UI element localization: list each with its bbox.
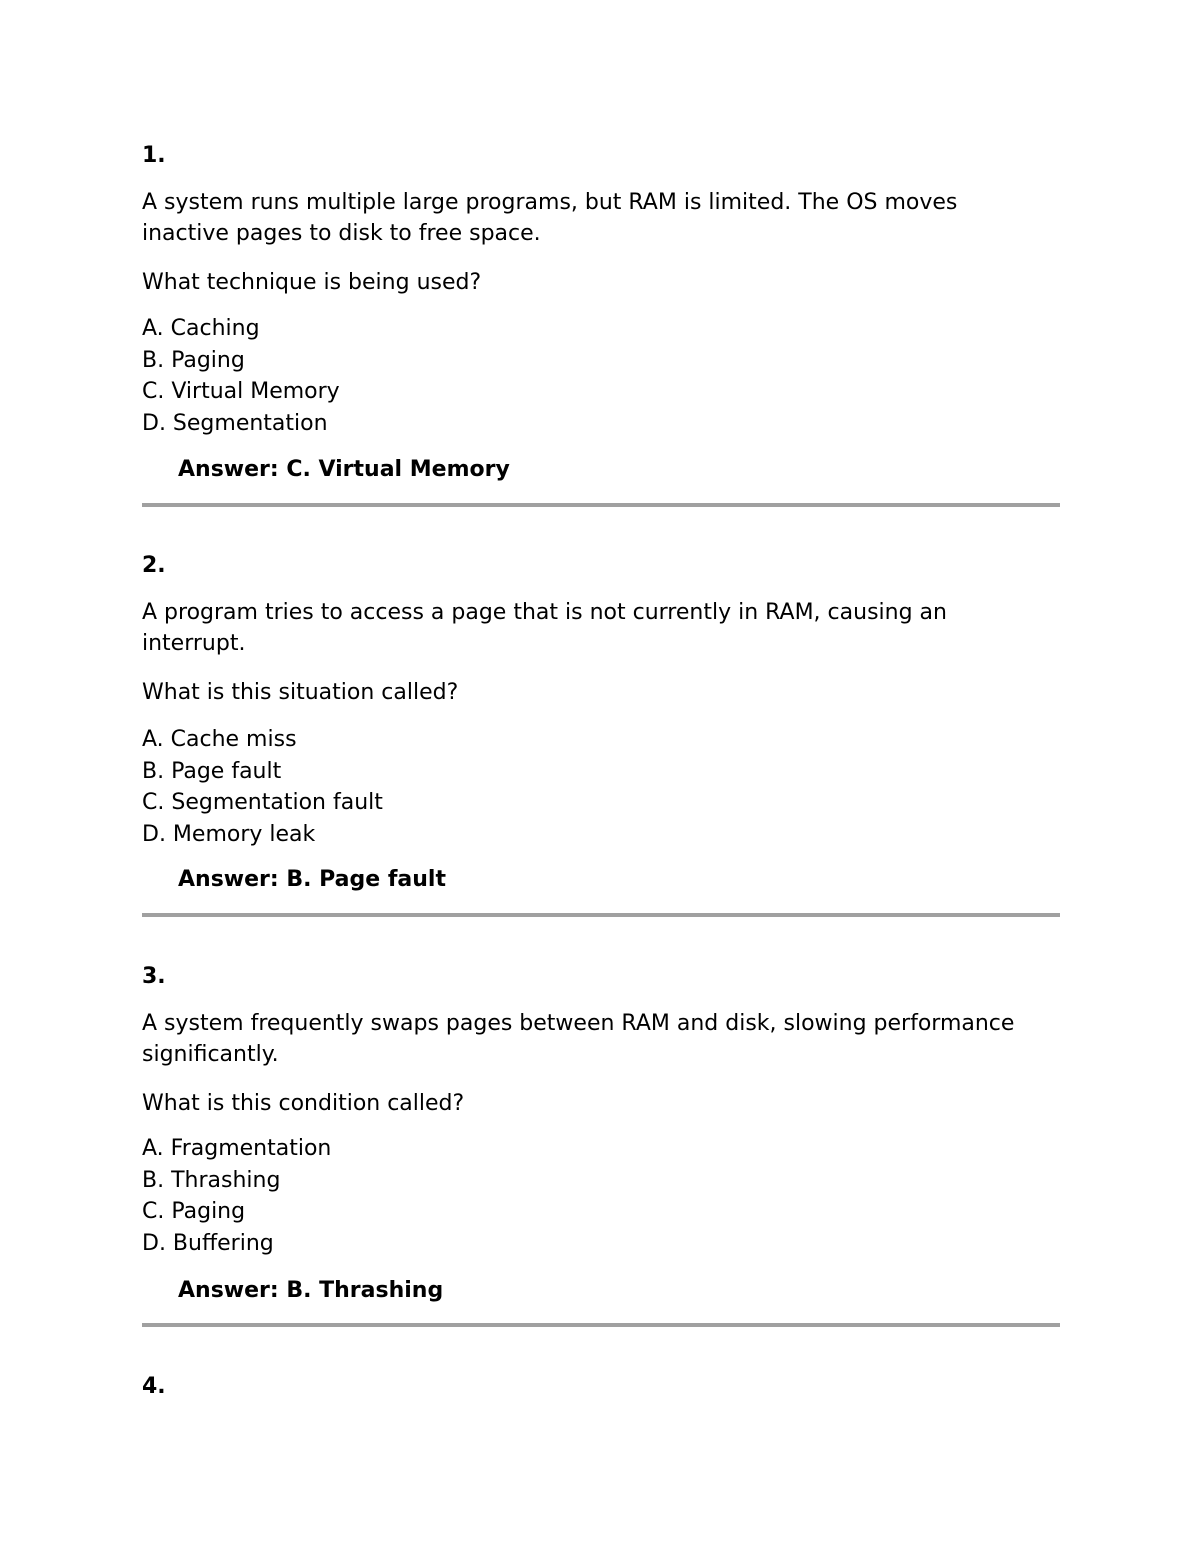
- option-list: [142, 313, 340, 439]
- answer-line: Answer: B. Thrashing: [178, 1278, 444, 1303]
- option-b: B. Paging: [142, 347, 245, 373]
- option-c: C. Paging: [142, 1199, 246, 1224]
- option-c: C. Segmentation fault: [142, 790, 383, 815]
- question-number: 3.: [142, 964, 166, 989]
- question-number: 1.: [142, 143, 166, 168]
- divider: [142, 1323, 1060, 1327]
- answer-line: Answer: C. Virtual Memory: [178, 457, 510, 482]
- divider: [142, 503, 1060, 507]
- option-a: A. Caching: [142, 316, 260, 341]
- option-list: [142, 1133, 331, 1259]
- option-d: D. Buffering: [142, 1230, 274, 1256]
- question-prompt: What is this situation called?: [142, 680, 459, 705]
- question-stem: A program tries to access a page that is not currently in RAM, causing an interrupt.: [142, 600, 947, 656]
- answer-line: Answer: B. Page fault: [178, 867, 446, 892]
- option-list: [142, 724, 383, 850]
- divider: [142, 913, 1060, 917]
- option-a: A. Fragmentation: [142, 1136, 332, 1161]
- question-prompt: What is this condition called?: [142, 1091, 465, 1116]
- option-b: B. Page fault: [142, 758, 282, 784]
- question-stem: A system frequently swaps pages between RAM and disk, slowing performance significantly.: [142, 1011, 1015, 1067]
- option-b: B. Thrashing: [142, 1167, 281, 1193]
- question-stem: A system runs multiple large programs, but RAM is limited. The OS moves inactive pages to disk to free space.: [142, 190, 958, 246]
- question-prompt: What technique is being used?: [142, 270, 482, 295]
- option-c: C. Virtual Memory: [142, 379, 340, 404]
- question-number: 4.: [142, 1374, 166, 1399]
- option-d: D. Segmentation: [142, 410, 328, 436]
- option-d: D. Memory leak: [142, 821, 316, 847]
- option-a: A. Cache miss: [142, 727, 297, 752]
- question-number: 2.: [142, 553, 166, 578]
